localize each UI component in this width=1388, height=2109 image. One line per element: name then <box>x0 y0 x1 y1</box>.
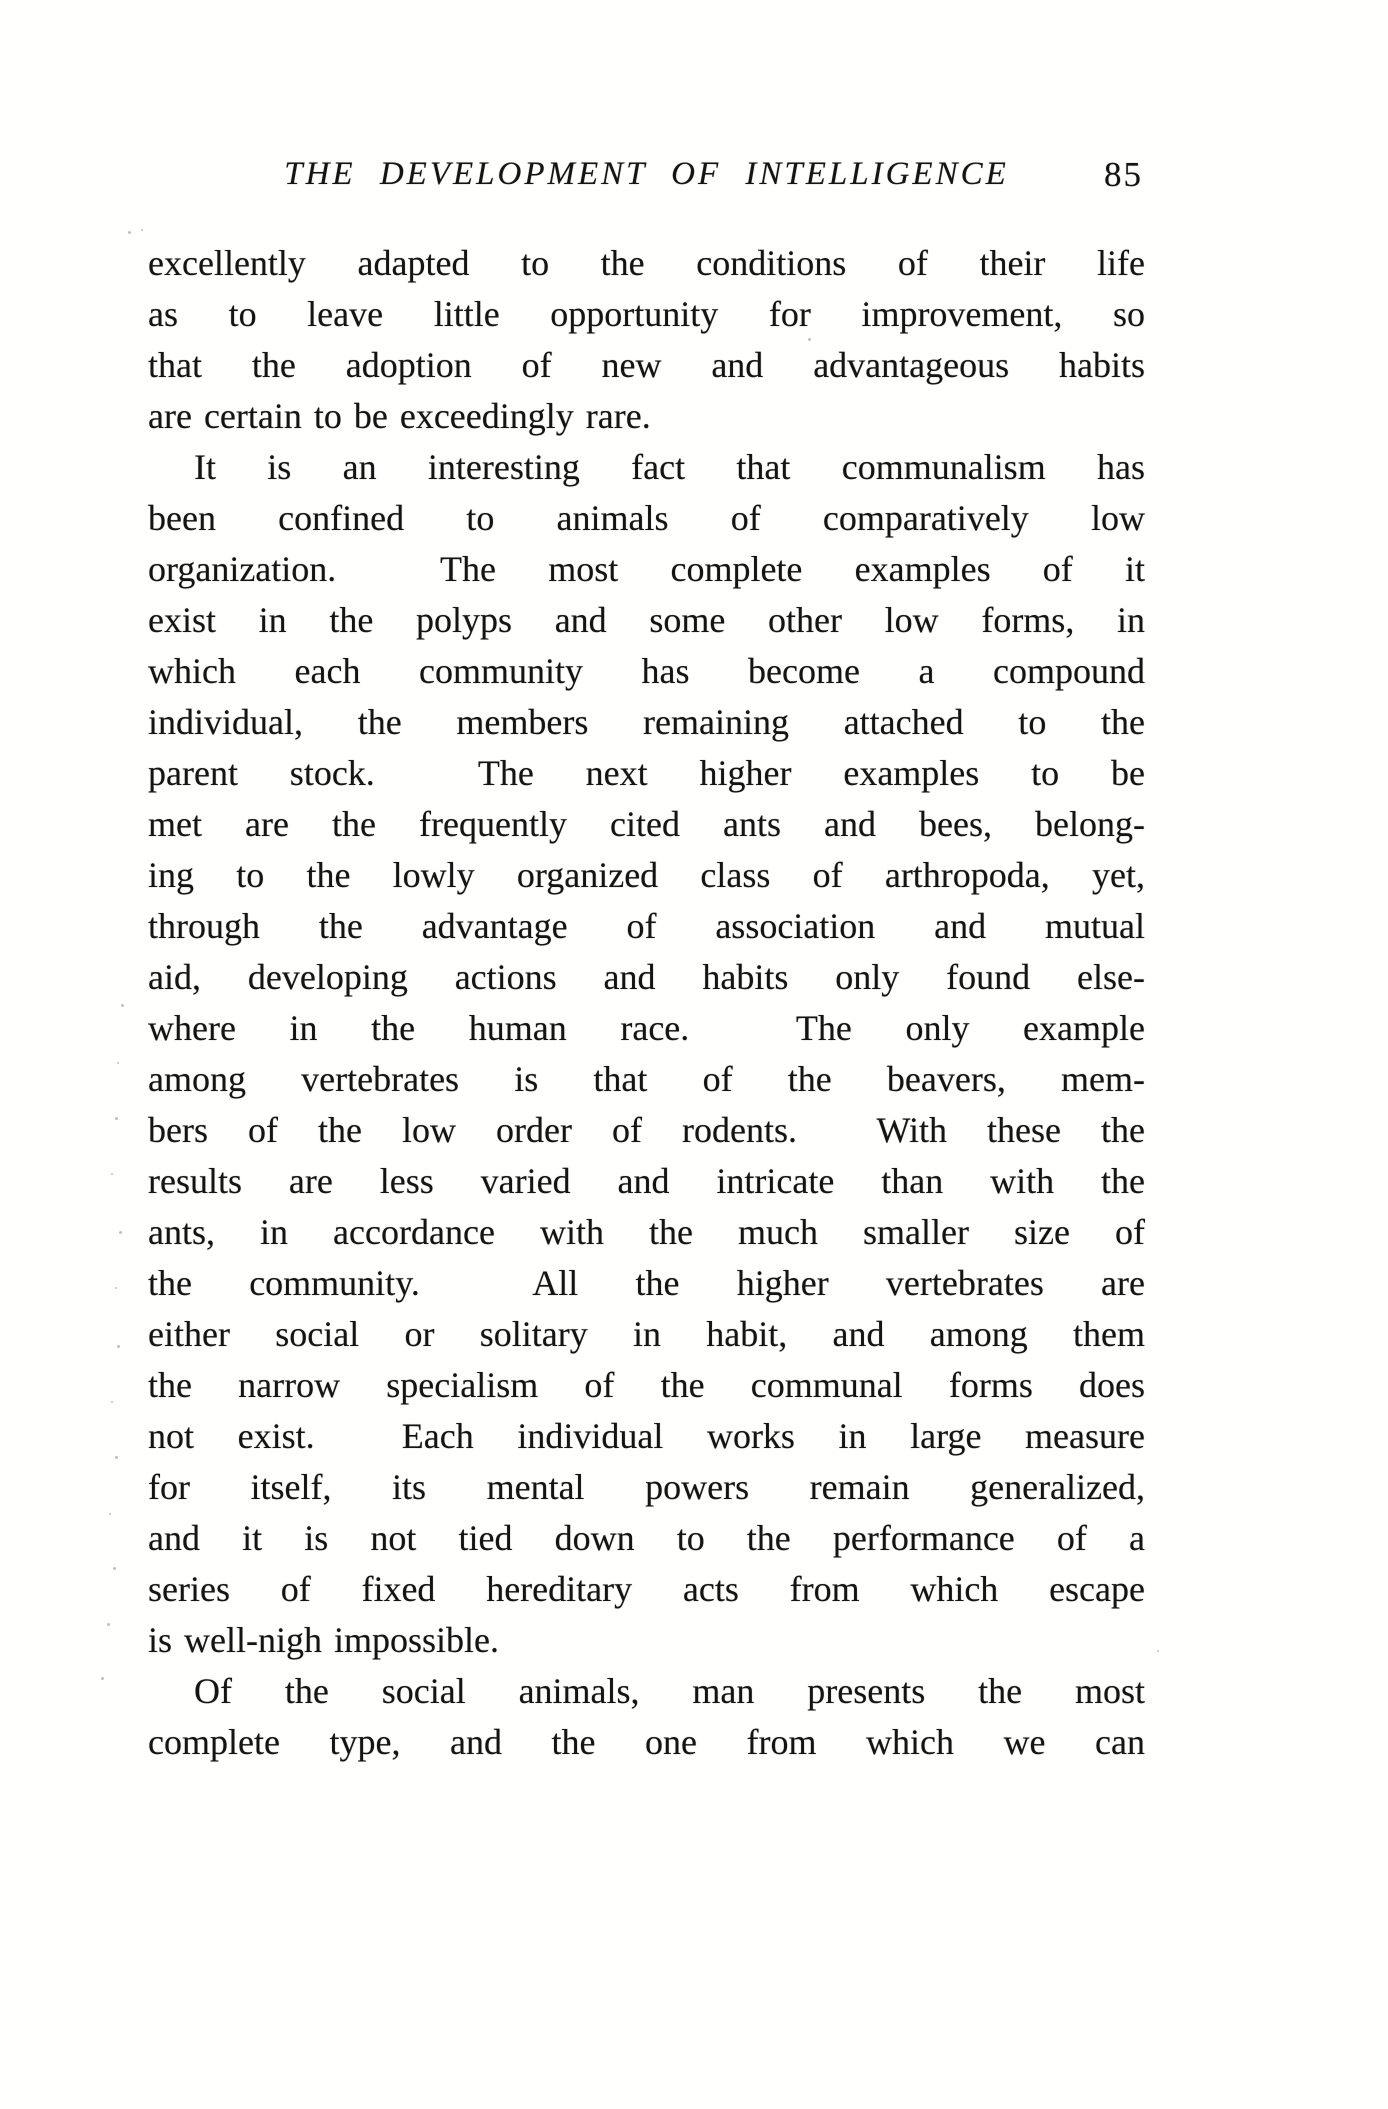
text-line: is well-nigh impossible. <box>148 1620 499 1660</box>
text-line: the narrow specialism of the communal forms does <box>148 1365 1145 1405</box>
scan-speckle <box>115 1456 118 1459</box>
text-line: as to leave little opportunity for improvement, so <box>148 294 1145 334</box>
text-line: exist in the polyps and some other low forms, in <box>148 600 1145 640</box>
text-line: parent stock. The next higher examples to be <box>148 753 1145 793</box>
text-line: ants, in accordance with the much smaller size of <box>148 1212 1145 1252</box>
text-line: series of fixed hereditary acts from which escape <box>148 1569 1145 1609</box>
text-line: for itself, its mental powers remain generalized, <box>148 1467 1145 1507</box>
scan-speckle <box>808 338 811 341</box>
text-line: bers of the low order of rodents. With these the <box>148 1110 1145 1150</box>
running-head <box>148 156 1145 202</box>
text-line: either social or solitary in habit, and among them <box>148 1314 1145 1354</box>
text-line: are certain to be exceedingly rare. <box>148 396 651 436</box>
text-line: It is an interesting fact that communalism has <box>194 447 1145 487</box>
scan-speckle <box>1157 1650 1159 1652</box>
text-line: aid, developing actions and habits only found else- <box>148 957 1145 997</box>
scan-speckle <box>115 1287 117 1289</box>
text-line: and it is not tied down to the performance of a <box>148 1518 1145 1558</box>
page-header-title: THE DEVELOPMENT OF INTELLIGENCE <box>284 156 1009 192</box>
scan-speckle <box>111 1173 113 1175</box>
scan-speckle <box>117 1345 120 1348</box>
text-line: individual, the members remaining attached to the <box>148 702 1145 742</box>
scan-speckle <box>121 1004 124 1007</box>
text-line: complete type, and the one from which we can <box>148 1722 1145 1762</box>
text-line: among vertebrates is that of the beavers, mem- <box>148 1059 1145 1099</box>
page-number: 85 <box>1104 155 1143 194</box>
scan-speckle <box>128 231 131 234</box>
page-body <box>148 238 1145 1768</box>
text-line: results are less varied and intricate than with the <box>148 1161 1145 1201</box>
scan-speckle <box>109 1513 111 1515</box>
text-line: been confined to animals of comparatively low <box>148 498 1145 538</box>
scan-speckle <box>115 1117 118 1120</box>
scan-speckle <box>119 1231 122 1234</box>
text-line: ing to the lowly organized class of arthropoda, yet, <box>148 855 1145 895</box>
text-line: Of the social animals, man presents the most <box>194 1671 1145 1711</box>
scan-speckle <box>107 1623 110 1626</box>
scan-speckle <box>101 1677 104 1680</box>
text-line: not exist. Each individual works in large measure <box>148 1416 1145 1456</box>
scan-speckle <box>113 1567 116 1570</box>
scan-speckle <box>141 229 143 231</box>
scan-speckle <box>117 1062 119 1064</box>
text-line: which each community has become a compound <box>148 651 1145 691</box>
text-line: through the advantage of association and mutual <box>148 906 1145 946</box>
text-line: excellently adapted to the conditions of their life <box>148 243 1145 283</box>
text-line: where in the human race. The only example <box>148 1008 1145 1048</box>
text-line: organization. The most complete examples of it <box>148 549 1145 589</box>
text-line: that the adoption of new and advantageous habits <box>148 345 1145 385</box>
text-line: met are the frequently cited ants and bees, belong- <box>148 804 1145 844</box>
scan-speckle <box>111 1401 113 1403</box>
text-line: the community. All the higher vertebrates are <box>148 1263 1145 1303</box>
